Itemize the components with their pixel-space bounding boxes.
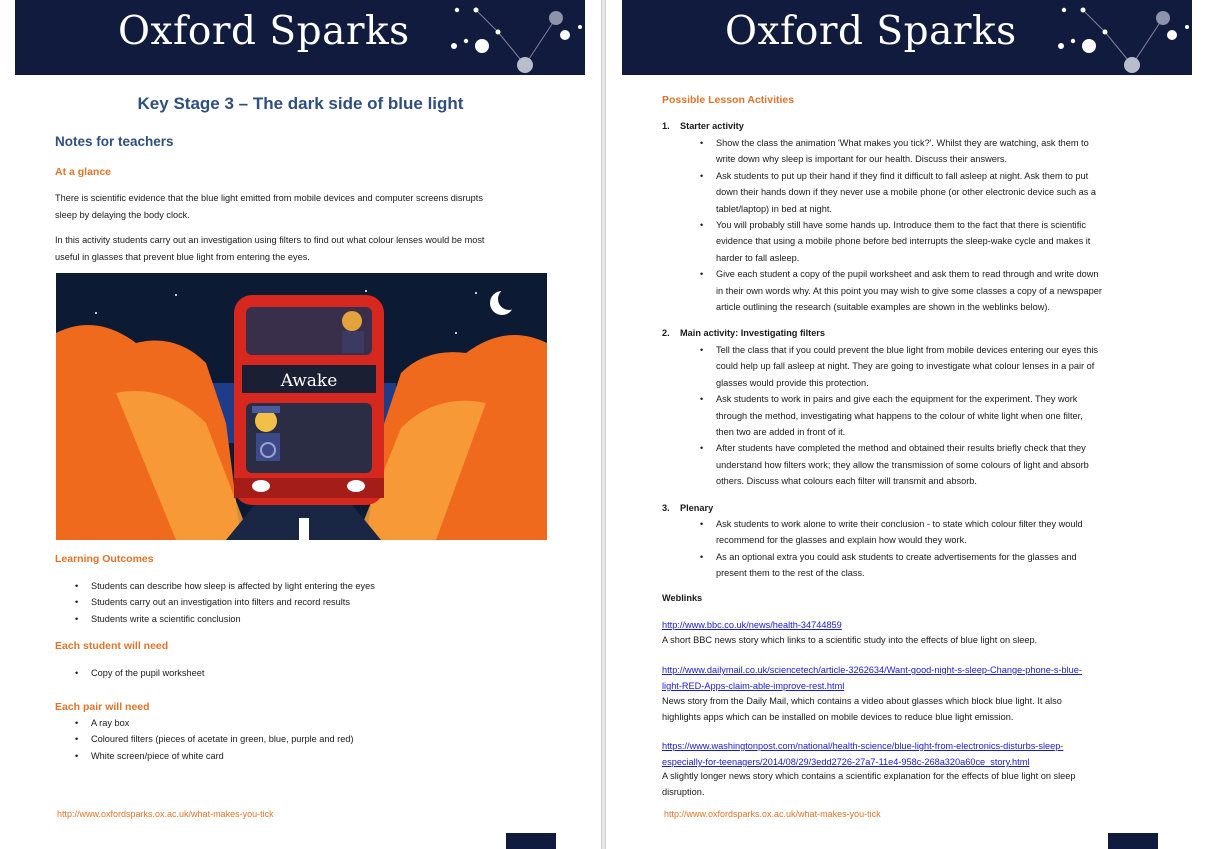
list-item: • White screen/piece of white card — [75, 748, 575, 764]
desc-line: News story from the Daily Mail, which contains a video about glasses which block blue light. It also — [662, 696, 1062, 706]
bullet-line: • You will probably still have some hands up. Introduce them to the fact that there is scientific — [716, 220, 1086, 231]
link-line[interactable]: especially-for-teenagers/2014/08/29/3edd2726-27a7-11e4-958c-268a320a60ce_story.html — [662, 757, 1030, 767]
list-item: • Students write a scientific conclusion — [75, 611, 575, 627]
desc-line: A slightly longer news story which contains a scientific explanation for the effects of blue light on sleep — [662, 771, 1076, 781]
activity-title: Starter activity — [680, 121, 744, 131]
bullet-line: recommend for the glasses and explain how would they work. — [716, 535, 967, 546]
activity-1-title — [662, 121, 744, 131]
bus-illustration — [56, 273, 547, 540]
constellation-icon — [420, 0, 585, 75]
list-item — [700, 342, 1170, 391]
list-item — [700, 168, 1170, 217]
each-pair-list — [75, 715, 575, 764]
bullet-line: • Ask students to work in pairs and give each the equipment for the experiment. They work — [716, 394, 1078, 405]
learning-outcomes-list — [75, 578, 575, 627]
desc-line: A short BBC news story which links to a scientific study into the effects of blue light on sleep. — [662, 635, 1038, 645]
link-line[interactable]: https://www.washingtonpost.com/national/health-science/blue-light-from-electronics-disturbs-sleep- — [662, 741, 1064, 751]
link-line[interactable]: http://www.bbc.co.uk/news/health-34744859 — [662, 620, 842, 630]
activity-number: 1. — [662, 121, 670, 131]
list-item — [700, 217, 1170, 266]
bullet-line: harder to fall asleep. — [716, 252, 800, 263]
bullet-line: • Ask students to put up their hand if they find it difficult to fall asleep at night. Ask them to put — [716, 170, 1089, 181]
weblink-washingtonpost[interactable] — [662, 738, 1063, 770]
bullet-line: tablet/laptop) in bed at night. — [716, 203, 832, 214]
para-line: There is scientific evidence that the blue light emitted from mobile devices and computer screens disrupts — [55, 193, 483, 203]
notes-heading: Notes for teachers — [55, 134, 174, 149]
list-item — [700, 135, 1170, 168]
at-a-glance-para1 — [55, 190, 483, 223]
bullet-line: • Give each student a copy of the pupil worksheet and ask them to read through and write down — [716, 269, 1099, 280]
bullet-line: down their hands down if they never use a mobile phone (or other electronic device such as a — [716, 187, 1096, 198]
activity-title: Plenary — [680, 503, 714, 513]
activity-number: 3. — [662, 503, 670, 513]
learning-outcomes-heading: Learning Outcomes — [55, 553, 154, 565]
list-item — [700, 266, 1170, 315]
page-left — [0, 0, 601, 849]
bullet-line: could help up fall asleep at night. They are going to investigate what colour lenses in a pair of — [716, 361, 1095, 372]
activity-3-title — [662, 503, 713, 513]
bullet-line: understand how filters work; they allow the transmission of some colours of light and absorb — [716, 459, 1089, 470]
list-item: • Copy of the pupil worksheet — [75, 665, 575, 681]
constellation-icon — [1027, 0, 1192, 75]
weblink-washingtonpost-description — [662, 768, 1076, 800]
weblink-bbc[interactable] — [662, 617, 842, 633]
weblink-bbc-description — [662, 632, 1037, 648]
brand-banner — [15, 0, 585, 75]
list-item: • Students carry out an investigation into filters and record results — [75, 594, 575, 610]
lesson-activities-heading: Possible Lesson Activities — [662, 94, 795, 106]
list-item: • Coloured filters (pieces of acetate in green, blue, purple and red) — [75, 731, 575, 747]
each-student-list — [75, 665, 575, 681]
activity-title: Main activity: Investigating filters — [680, 328, 825, 338]
link-line[interactable]: http://www.dailymail.co.uk/sciencetech/article-3262634/Want-good-night-s-sleep-Change-phone-s-blue- — [662, 665, 1082, 675]
bullet-line: article outlining the research (suitable examples are shown in the weblinks below). — [716, 302, 1050, 313]
at-a-glance-heading: At a glance — [55, 166, 112, 178]
each-student-heading: Each student will need — [55, 640, 169, 652]
bullet-line: • As an optional extra you could ask students to create advertisements for the glasses and — [716, 551, 1077, 562]
brand-banner — [622, 0, 1192, 75]
list-item — [700, 440, 1170, 489]
bullet-line: then two are added in front of it. — [716, 427, 846, 438]
each-pair-heading: Each pair will need — [55, 701, 150, 713]
activity-2-title — [662, 328, 825, 338]
university-seal-icon — [506, 833, 556, 849]
footer-link[interactable]: http://www.oxfordsparks.ox.ac.uk/what-makes-you-tick — [57, 809, 274, 819]
link-line[interactable]: light-RED-Apps-claim-able-improve-rest.html — [662, 681, 845, 691]
bullet-line: others. Discuss what colours each filter will transmit and absorb. — [716, 476, 977, 487]
bullet-line: present them to the rest of the class. — [716, 568, 865, 579]
bus-sign: Awake — [280, 371, 338, 391]
activity-3-bullets — [700, 516, 1170, 582]
at-a-glance-para2 — [55, 232, 484, 265]
bullet-line: evidence that using a mobile phone before bed interrupts the sleep-wake cycle and makes it — [716, 236, 1091, 247]
footer-link[interactable]: http://www.oxfordsparks.ox.ac.uk/what-makes-you-tick — [664, 809, 881, 819]
desc-line: disruption. — [662, 787, 705, 797]
desc-line: highlights apps which can be installed on mobile devices to reduce blue light emission. — [662, 712, 1014, 722]
list-item: • A ray box — [75, 715, 575, 731]
list-item: • Students can describe how sleep is affected by light entering the eyes — [75, 578, 575, 594]
activity-1-bullets — [700, 135, 1170, 315]
para-line: sleep by delaying the body clock. — [55, 209, 190, 220]
brand-title: Oxford Sparks — [725, 9, 1017, 54]
brand-title: Oxford Sparks — [118, 9, 410, 54]
list-item — [700, 391, 1170, 440]
bullet-line: in their own words why. At this point you may wish to give some classes a copy of a newspaper — [716, 285, 1102, 296]
bullet-line: • Ask students to work alone to write their conclusion - to state which colour filter they would — [716, 519, 1083, 529]
weblink-dailymail[interactable] — [662, 662, 1082, 694]
activity-number: 2. — [662, 328, 670, 338]
weblink-dailymail-description — [662, 693, 1062, 725]
bullet-line: write down why sleep is important for our health. Discuss their answers. — [716, 154, 1008, 165]
document-title: Key Stage 3 – The dark side of blue light — [137, 94, 464, 113]
bullet-line: • After students have completed the method and obtained their results briefly check that they — [716, 443, 1086, 454]
list-item — [700, 549, 1170, 582]
para-line: useful in glasses that prevent blue light from entering the eyes. — [55, 251, 310, 262]
weblinks-heading: Weblinks — [662, 593, 703, 603]
list-item — [700, 516, 1170, 549]
bullet-line: through the method, investigating what happens to the colour of white light when one filter, — [716, 410, 1083, 421]
bullet-line: • Show the class the animation 'What makes you tick?'. Whilst they are watching, ask them to — [716, 138, 1089, 148]
bullet-line: glasses would provide this protection. — [716, 377, 869, 388]
para-line: In this activity students carry out an investigation using filters to find out what colour lenses would be most — [55, 235, 485, 245]
university-seal-icon — [1108, 833, 1158, 849]
bullet-line: • Tell the class that if you could prevent the blue light from mobile devices entering our eyes this — [716, 345, 1098, 355]
activity-2-bullets — [700, 342, 1170, 490]
